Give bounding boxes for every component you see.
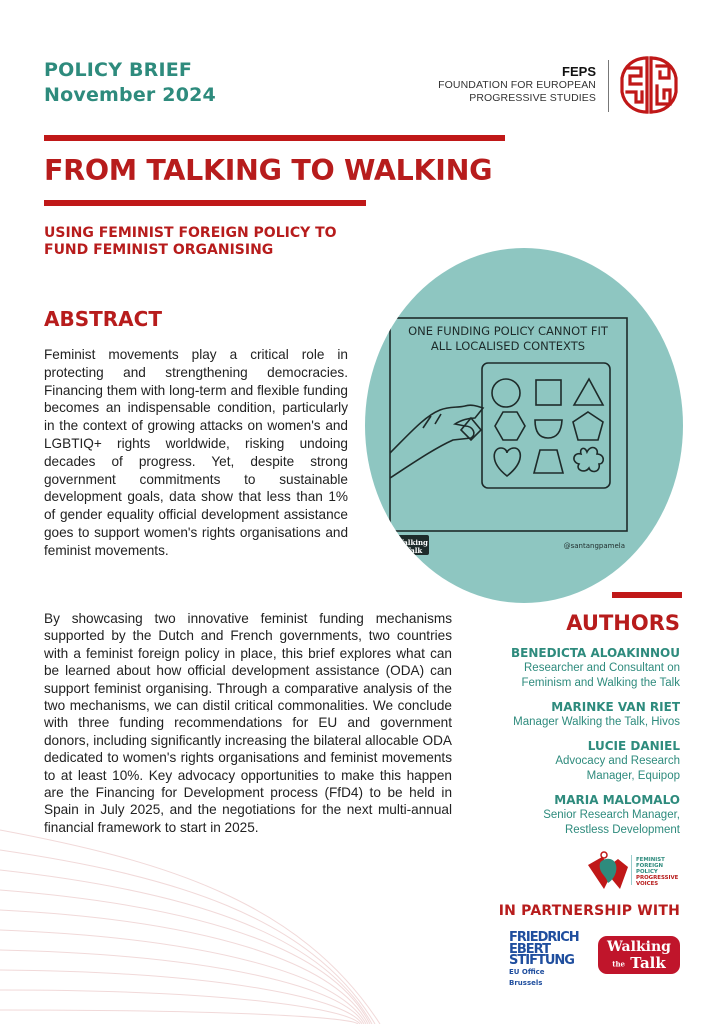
author-role: Researcher and Consultant on: [524, 662, 680, 674]
walking-the-talk-badge: [395, 535, 429, 555]
author-item: [450, 645, 680, 691]
wtt-bottom: the Talk: [612, 954, 666, 972]
fes-office: EU Office Brussels: [509, 967, 545, 987]
shape-trapezoid: [534, 450, 563, 473]
title-rule-top: [44, 135, 505, 141]
subtitle: [44, 225, 337, 259]
abstract-text: Feminist movements play a critical role in protecting and strengthening democracies. Financing them with long-term and flexible funding becomes an indispensable condition, particularly in the context of growing attacks on women's and LGBTIQ+ rights worldwide, risking undoing decades of progress. Yet, despite strong government commitments to sustainable development goals, data show that less than 1% of gender equality official development assistance goes to support women's rights organisations and feminist movements.: [44, 347, 348, 558]
author-item: [450, 792, 680, 838]
author-role: Manager, Equipop: [586, 770, 680, 782]
publisher-block: [430, 64, 596, 105]
fes-line-2: EBERT: [509, 941, 550, 957]
subtitle-line-2: FUND FEMINIST ORGANISING: [44, 242, 274, 258]
author-role: Senior Research Manager,: [543, 809, 680, 821]
authors-list: [450, 645, 680, 846]
walking-the-talk-logo: [598, 936, 680, 974]
fes-logo: [509, 932, 579, 989]
page-title: FROM TALKING TO WALKING: [44, 154, 493, 187]
title-rule-bottom: [44, 200, 366, 206]
author-role: Feminism and Walking the Talk: [521, 677, 680, 689]
shape-triangle: [574, 379, 603, 405]
shape-heart: [494, 448, 520, 476]
cartoon-illustration: [365, 248, 683, 603]
shape-pentagon: [573, 412, 603, 440]
author-item: [450, 699, 680, 730]
hand: [390, 405, 483, 478]
svg-text:Talk: Talk: [405, 546, 423, 555]
ffp-logo-text: FEMINIST FOREIGN POLICY PROGRESSIVE VOICES: [636, 857, 679, 887]
shape-half-circle: [535, 420, 562, 438]
cartoon-caption-2: ALL LOCALISED CONTEXTS: [430, 339, 586, 353]
fes-line-1: FRIEDRICH: [509, 930, 579, 945]
cartoon-caption-1: ONE FUNDING POLICY CANNOT FIT: [408, 324, 608, 338]
illustration-circle: [365, 248, 683, 603]
shape-flower: [574, 448, 603, 472]
author-role: Manager Walking the Talk, Hivos: [513, 716, 680, 728]
author-role: Restless Development: [564, 824, 680, 836]
publisher-full-name-1: FOUNDATION FOR EUROPEAN: [438, 79, 596, 91]
publisher-divider: [608, 60, 609, 112]
summary-text: By showcasing two innovative feminist funding mechanisms supported by the Dutch and French governments, two countries with a feminist foreign policy in place, this brief explores what can be learned about how official development assistance (ODA) can support feminist organising. Through a comparative analysis of the two mechanisms, we can distil critical commonalities. We conclude with three funding recommendations for EU and government donors, including significantly increasing the bilateral allocable ODA dedicated to women's rights organisations and feminist movements to at least 10%. Key advocacy opportunities to make this happen are the Financing for Development process (FfD4) to be held in Spain in July 2025, and the negotiations for the next multi-annual financial framework to start in 2025.: [44, 611, 452, 835]
shape-hexagon: [495, 412, 525, 440]
ffp-progressive-voices-logo-icon: [582, 847, 632, 893]
kicker-line-1: POLICY BRIEF: [44, 59, 193, 81]
publisher-short-name: FEPS: [562, 64, 596, 79]
shape-square: [536, 380, 561, 405]
subtitle-line-1: USING FEMINIST FOREIGN POLICY TO: [44, 225, 337, 241]
author-item: [450, 738, 680, 784]
author-name: BENEDICTA ALOAKINNOU: [510, 646, 680, 660]
author-name: MARIA MALOMALO: [554, 793, 680, 807]
abstract-heading: ABSTRACT: [44, 307, 162, 331]
publication-date: November 2024: [44, 84, 216, 106]
fes-line-3: STIFTUNG: [509, 953, 574, 968]
author-role: Advocacy and Research: [555, 755, 680, 767]
authors-heading: AUTHORS: [566, 611, 680, 635]
decorative-curves: [0, 820, 480, 1024]
brief-type: [44, 58, 216, 108]
svg-text:Walking: Walking: [396, 538, 428, 547]
wtt-top: Walking: [607, 939, 671, 955]
authors-rule: [612, 592, 682, 598]
shape-circle: [492, 379, 520, 407]
publisher-full-name-2: PROGRESSIVE STUDIES: [469, 92, 596, 104]
author-name: LUCIE DANIEL: [587, 739, 680, 753]
feps-maze-logo-icon: [616, 52, 682, 118]
partnership-heading: IN PARTNERSHIP WITH: [498, 903, 680, 919]
artist-credit: @santangpamela: [563, 542, 625, 550]
ffp-divider: [631, 855, 632, 885]
author-name: MARINKE VAN RIET: [551, 700, 680, 714]
